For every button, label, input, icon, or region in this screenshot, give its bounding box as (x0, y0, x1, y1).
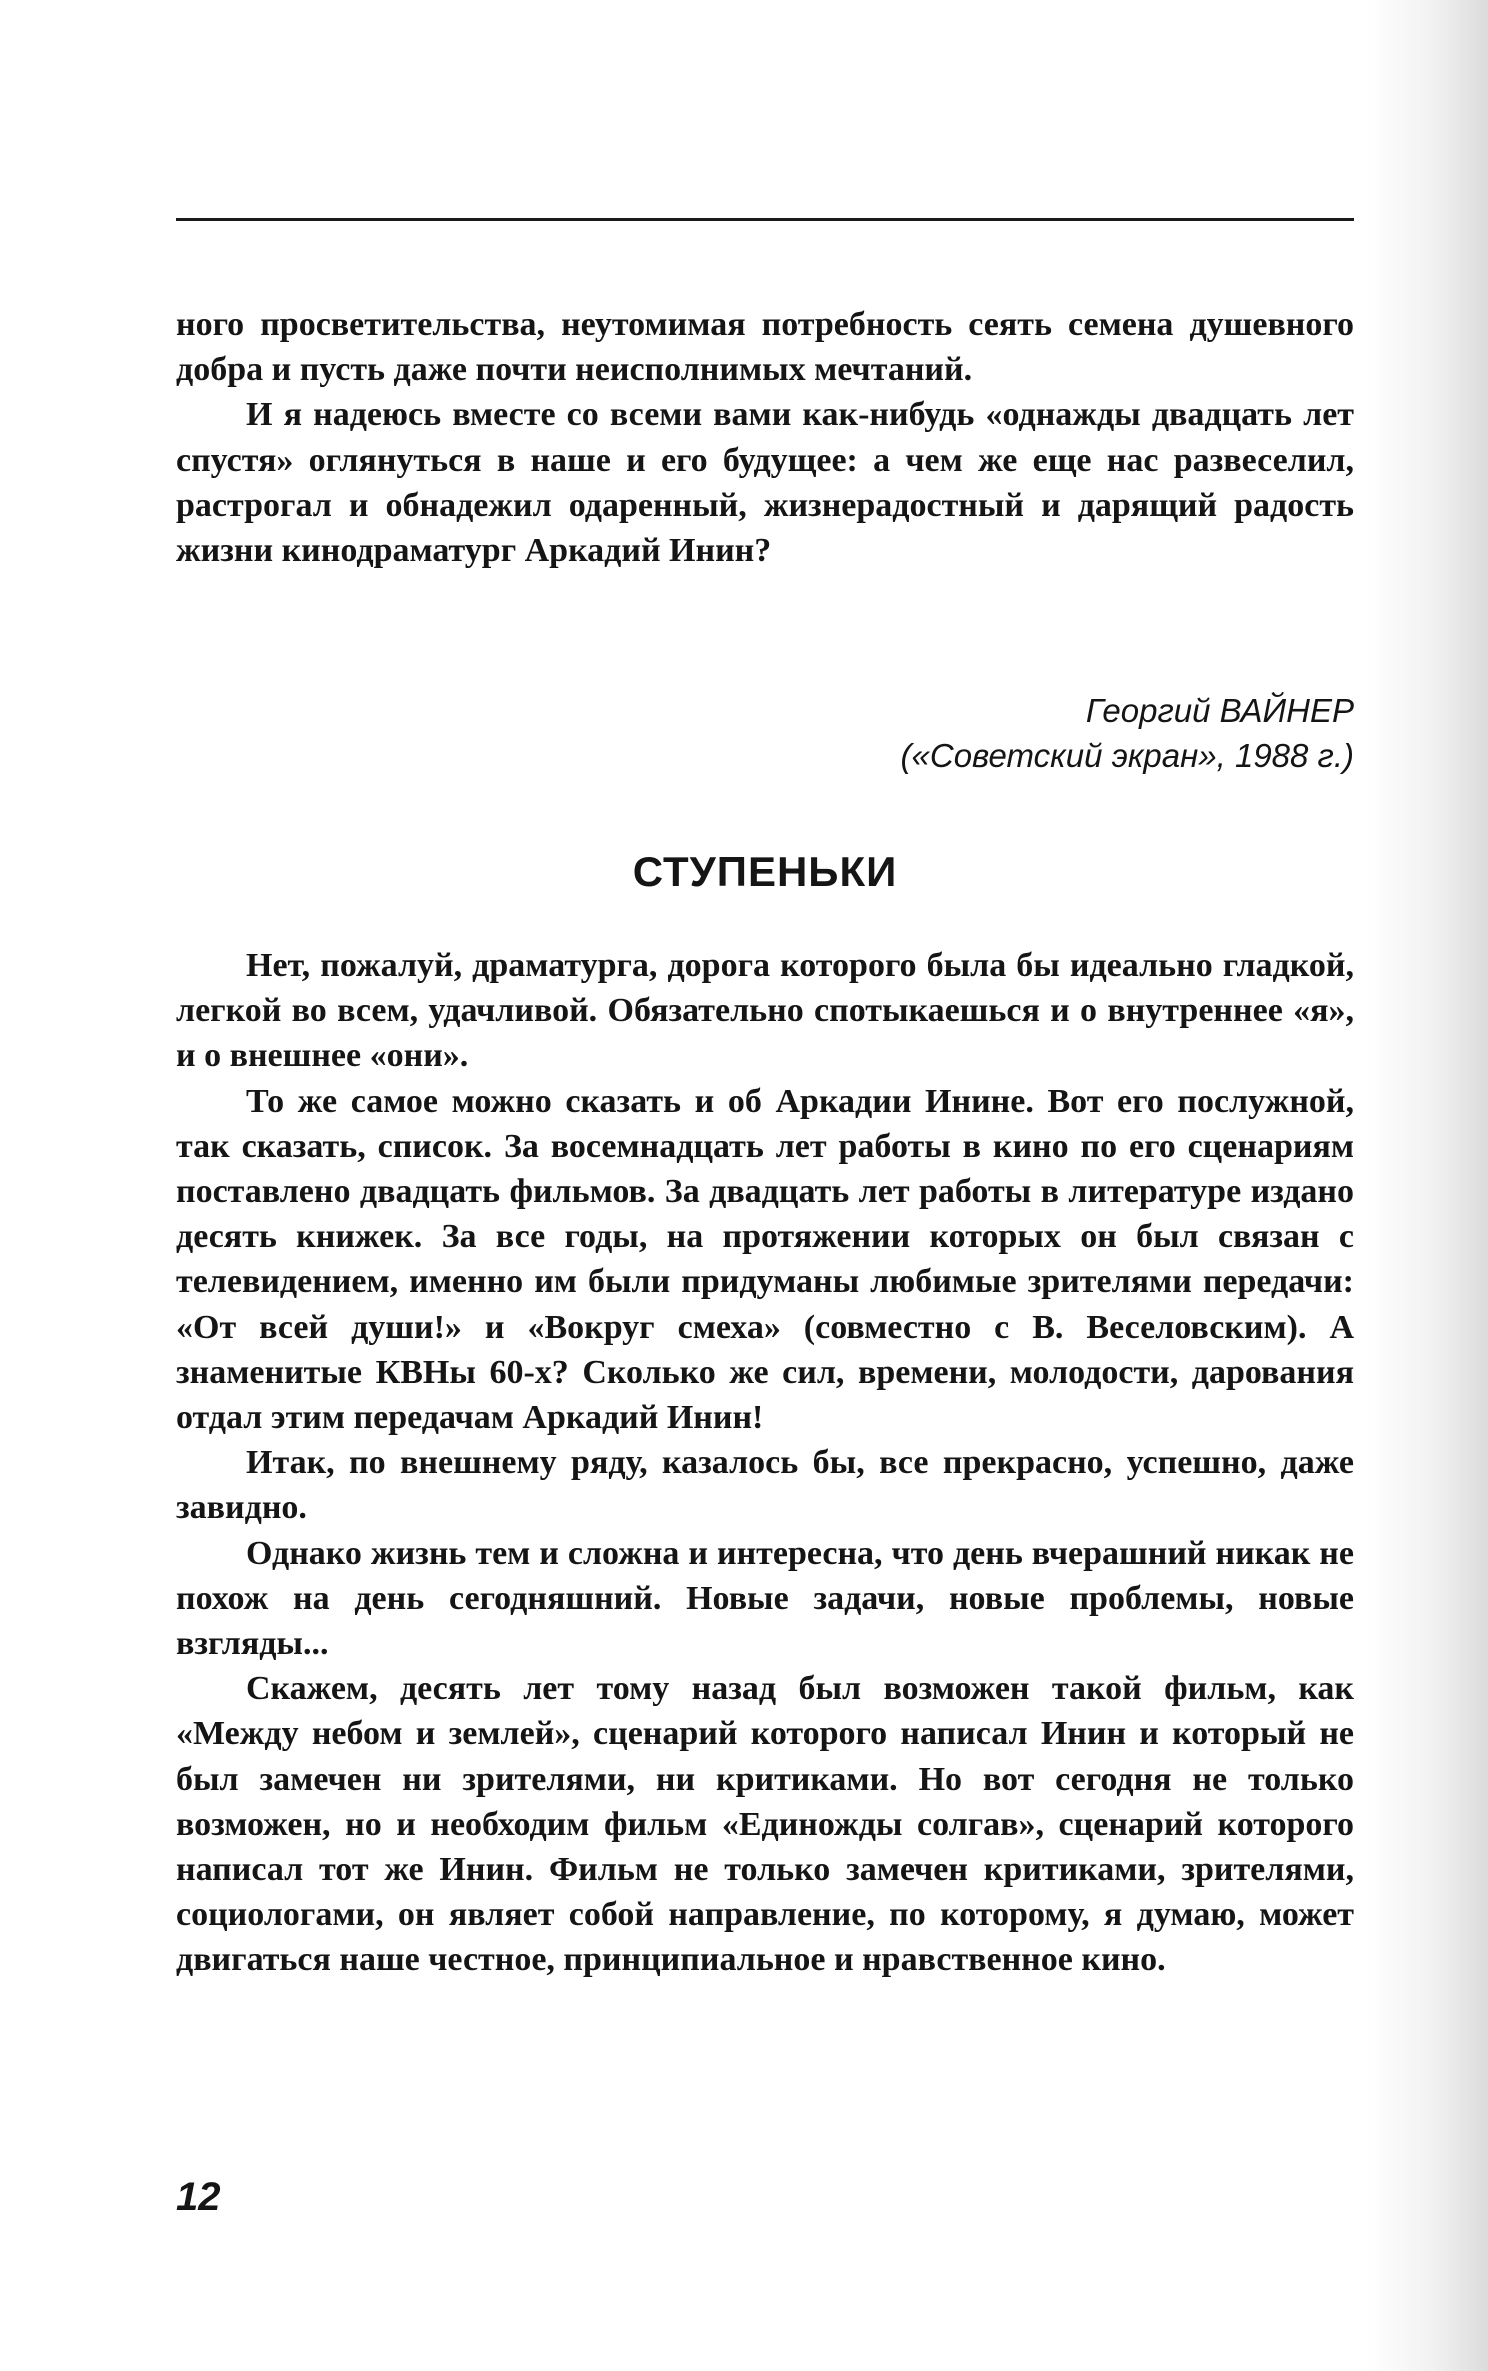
page-number: 12 (176, 2175, 221, 2219)
section-paragraph-5: Скажем, десять лет тому назад был возможен такой фильм, как «Между небом и землей», сценарий которого написал Инин и который не был замечен ни зрителями, ни критиками. Но вот сегодня не только возможен, но и необходим фильм «Единожды солгав», сценарий которого написал тот же Инин. Фильм не только замечен критиками, зрителями, социологами, он являет собой направление, по которому, я думаю, может двигаться наше честное, принципиальное и нравственное кино. (176, 1670, 1354, 1979)
intro-paragraph-2: И я надеюсь вместе со всеми вами как-нибудь «однажды двадцать лет спустя» оглянуться в наше и его будущее: а чем же еще нас развеселил, растрогал и обнадежил одаренный, жизнерадостный и дарящий радость жизни кинодраматург Аркадий Инин? (176, 396, 1354, 570)
signature-source: («Советский экран», 1988 г.) (900, 737, 1354, 774)
intro-paragraph-1: ного просветительства, неутомимая потребность сеять семена душевного добра и пусть даже почти неисполнимых мечтаний. (176, 306, 1354, 389)
header-rule (176, 218, 1354, 221)
section-body (176, 943, 1354, 1983)
section-title: СТУПЕНЬКИ (632, 848, 898, 895)
page-edge-shadow (1368, 0, 1488, 2371)
section-paragraph-4: Однако жизнь тем и сложна и интересна, что день вчерашний никак не похож на день сегодняшний. Новые задачи, новые проблемы, новые взгляды... (176, 1534, 1354, 1663)
intro-text (176, 302, 1354, 573)
section-paragraph-3: Итак, по внешнему ряду, казалось бы, все прекрасно, успешно, даже завидно. (176, 1444, 1354, 1527)
section-paragraph-1: Нет, пожалуй, драматурга, дорога которого была бы идеально гладкой, легкой во всем, удачливой. Обязательно спотыкаешься и о внутреннее «я», и о внешнее «они». (176, 947, 1354, 1075)
section-paragraph-2: То же самое можно сказать и об Аркадии Инине. Вот его послужной, так сказать, список. За восемнадцать лет работы в кино по его сценариям поставлено двадцать фильмов. За двадцать лет работы в литературе издано десять книжек. За все годы, на протяжении которых он был связан с телевидением, именно им были придуманы любимые зрителями передачи: «От всей души!» и «Вокруг смеха» (совместно с В. Веселовским). А знаменитые КВНы 60-х? Сколько же сил, времени, молодости, дарования отдал этим передачам Аркадий Инин! (176, 1082, 1354, 1437)
signature-author: Георгий ВАЙНЕР (1085, 692, 1354, 729)
